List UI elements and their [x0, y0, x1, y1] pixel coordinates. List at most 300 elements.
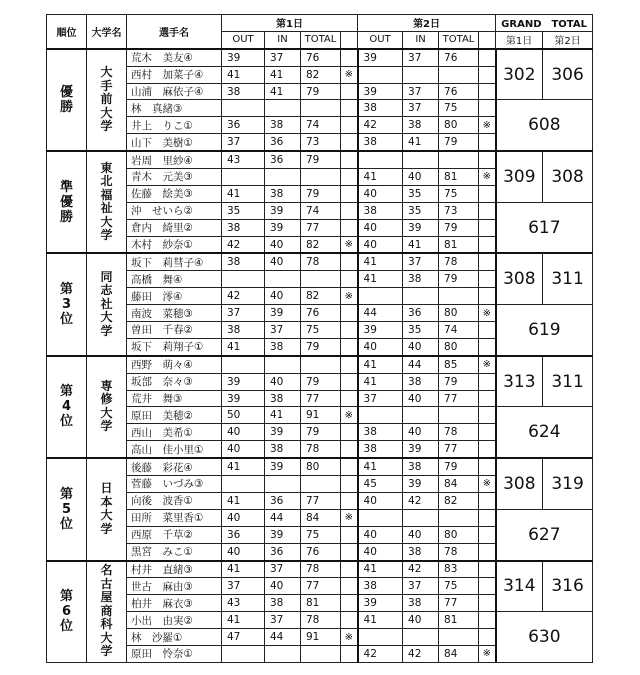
day1-in: 41 [265, 66, 301, 83]
day1-out: 41 [222, 612, 265, 629]
day2-total: 78 [439, 253, 479, 270]
day2-out: 45 [358, 476, 403, 493]
day2-drop-mark [479, 561, 496, 578]
player-name: 西原 千草② [127, 526, 222, 543]
day1-drop-mark [341, 338, 358, 355]
day1-total: 75 [301, 322, 341, 339]
team-rank [47, 561, 87, 663]
day2-drop-mark [479, 236, 496, 253]
day2-out [358, 509, 403, 526]
day2-drop-mark [479, 407, 496, 424]
day1-in: 41 [265, 407, 301, 424]
day1-in: 38 [265, 117, 301, 134]
day1-out: 39 [222, 373, 265, 390]
day2-out [358, 151, 403, 168]
day1-total: 74 [301, 202, 341, 219]
day2-header: 第2日 [358, 15, 496, 32]
day2-drop-mark [479, 219, 496, 236]
day2-total: 75 [439, 578, 479, 595]
day2-out: 41 [358, 561, 403, 578]
day2-total: 81 [439, 612, 479, 629]
team-day1-total: 302 [496, 49, 543, 100]
day2-out: 40 [358, 219, 403, 236]
day2-total: 75 [439, 185, 479, 202]
day2-out: 40 [358, 526, 403, 543]
day2-drop-mark [479, 612, 496, 629]
day1-total: 79 [301, 373, 341, 390]
university-char: 古 [100, 576, 113, 591]
grand-day2-header: 第2日 [543, 31, 593, 48]
day1-in: 39 [265, 305, 301, 322]
day1-drop-mark [341, 356, 358, 373]
player-name: 向後 波香① [127, 492, 222, 509]
day1-total: 77 [301, 492, 341, 509]
day2-drop-mark [479, 509, 496, 526]
university-char: 前 [100, 92, 113, 107]
day2-out: 37 [358, 390, 403, 407]
day1-total: 79 [301, 83, 341, 100]
team-grand-total: 627 [496, 509, 593, 560]
day1-total: 82 [301, 66, 341, 83]
day2-in: 38 [403, 595, 439, 612]
day2-out: 40 [358, 543, 403, 560]
day1-drop-mark [341, 117, 358, 134]
day2-total: 73 [439, 202, 479, 219]
player-name: 高橋 舞④ [127, 271, 222, 288]
rank-char: 位 [59, 414, 73, 430]
day2-in: 41 [403, 134, 439, 151]
day2-out: 41 [358, 612, 403, 629]
day2-in: 36 [403, 305, 439, 322]
day1-in [265, 169, 301, 186]
day2-total: 80 [439, 305, 479, 322]
player-name: 黒宮 みこ① [127, 543, 222, 560]
day1-out: 42 [222, 236, 265, 253]
day1-drop-mark: ※ [341, 66, 358, 83]
day1-in [265, 356, 301, 373]
day2-drop-mark [479, 424, 496, 441]
university-char: 修 [100, 392, 113, 407]
team-day1-total: 308 [496, 458, 543, 509]
day1-drop-mark: ※ [341, 236, 358, 253]
day2-in: 41 [403, 236, 439, 253]
day1-drop-mark [341, 492, 358, 509]
team-rank [47, 151, 87, 253]
day1-out: 37 [222, 134, 265, 151]
day2-total: 80 [439, 117, 479, 134]
day1-drop-mark [341, 645, 358, 662]
player-name: 岩周 里紗④ [127, 151, 222, 168]
day1-out [222, 100, 265, 117]
day2-total [439, 629, 479, 646]
team-rank [47, 49, 87, 151]
day1-drop-mark [341, 578, 358, 595]
day1-in: 40 [265, 253, 301, 270]
day1-out: 40 [222, 424, 265, 441]
day2-total: 78 [439, 543, 479, 560]
day1-out [222, 645, 265, 662]
table-row [47, 561, 593, 578]
university-char: 学 [100, 419, 113, 434]
day2-drop-mark [479, 543, 496, 560]
day2-out: 38 [358, 424, 403, 441]
team-day2-total: 306 [543, 49, 593, 100]
day1-total: 76 [301, 543, 341, 560]
table-row [47, 407, 593, 424]
day1-drop-mark [341, 543, 358, 560]
day1-total: 75 [301, 526, 341, 543]
day1-total: 80 [301, 458, 341, 475]
day2-out: 39 [358, 49, 403, 66]
player-name: 林 真緒③ [127, 100, 222, 117]
day2-out: 39 [358, 595, 403, 612]
day1-total: 82 [301, 236, 341, 253]
day1-out: 40 [222, 509, 265, 526]
day1-total: 78 [301, 612, 341, 629]
day2-out: 41 [358, 253, 403, 270]
day1-out: 38 [222, 83, 265, 100]
day1-total: 78 [301, 441, 341, 458]
day2-drop-mark [479, 49, 496, 66]
day1-total: 76 [301, 49, 341, 66]
table-header [47, 15, 593, 49]
day2-in: 40 [403, 526, 439, 543]
table-row [47, 356, 593, 373]
day2-out: 42 [358, 117, 403, 134]
university-char: 屋 [100, 590, 113, 605]
day1-out: 36 [222, 117, 265, 134]
day2-out: 41 [358, 458, 403, 475]
day2-total: 79 [439, 458, 479, 475]
player-name: 荒井 舞③ [127, 390, 222, 407]
day1-drop-mark [341, 151, 358, 168]
day1-in: 39 [265, 202, 301, 219]
day2-total: 74 [439, 322, 479, 339]
day1-drop-mark: ※ [341, 407, 358, 424]
university-char: 学 [100, 323, 113, 338]
day1-out: 41 [222, 185, 265, 202]
rank-char: 位 [59, 516, 73, 532]
day2-drop-mark [479, 629, 496, 646]
university-char: 学 [100, 119, 113, 134]
day2-drop-mark [479, 288, 496, 305]
day2-drop-mark [479, 271, 496, 288]
day2-total: 79 [439, 134, 479, 151]
day1-in: 36 [265, 543, 301, 560]
day1-out: 50 [222, 407, 265, 424]
day2-drop-mark [479, 100, 496, 117]
university-char: 学 [100, 521, 113, 536]
day2-in [403, 509, 439, 526]
day2-out: 41 [358, 373, 403, 390]
day1-total: 78 [301, 561, 341, 578]
day2-in: 38 [403, 271, 439, 288]
day2-total: 84 [439, 645, 479, 662]
rank-char: 6 [61, 604, 72, 620]
university-char: 大 [100, 310, 113, 325]
day2-in: 35 [403, 202, 439, 219]
day2-mark-header [479, 31, 496, 48]
day2-total: 77 [439, 441, 479, 458]
day2-in [403, 288, 439, 305]
day2-drop-mark: ※ [479, 356, 496, 373]
player-name: 曽田 千春② [127, 322, 222, 339]
day2-out: 40 [358, 492, 403, 509]
day1-in: 38 [265, 441, 301, 458]
day1-out: 40 [222, 441, 265, 458]
day1-total: 76 [301, 305, 341, 322]
rank-char: 勝 [59, 99, 73, 115]
day2-in: 42 [403, 645, 439, 662]
day2-total [439, 288, 479, 305]
player-name: 小出 由実② [127, 612, 222, 629]
player-name: 高山 佳小里① [127, 441, 222, 458]
day2-drop-mark [479, 492, 496, 509]
day2-in: 37 [403, 49, 439, 66]
day1-total: 91 [301, 629, 341, 646]
day2-drop-mark [479, 458, 496, 475]
day1-in: 39 [265, 424, 301, 441]
day2-drop-mark [479, 66, 496, 83]
university-char: 志 [100, 283, 113, 298]
university-char: 日 [100, 481, 113, 496]
day1-in: 37 [265, 49, 301, 66]
day2-in: 40 [403, 612, 439, 629]
day1-in: 38 [265, 338, 301, 355]
day1-out: 43 [222, 595, 265, 612]
day2-in: 38 [403, 373, 439, 390]
day2-drop-mark [479, 373, 496, 390]
day2-in: 37 [403, 253, 439, 270]
team-day1-total: 308 [496, 253, 543, 304]
team-university [87, 49, 127, 151]
team-rank [47, 253, 87, 355]
day1-drop-mark [341, 424, 358, 441]
day1-in: 38 [265, 390, 301, 407]
day2-total: 77 [439, 595, 479, 612]
team-day2-total: 308 [543, 151, 593, 202]
rank-char: 第 [59, 282, 73, 298]
day2-out: 40 [358, 338, 403, 355]
day2-in: 35 [403, 185, 439, 202]
player-name: 後藤 彩花④ [127, 458, 222, 475]
rank-char: 勝 [59, 209, 73, 225]
player-header: 選手名 [127, 15, 222, 49]
day2-drop-mark [479, 134, 496, 151]
university-char: 大 [100, 630, 113, 645]
day2-in: 40 [403, 424, 439, 441]
university-char: 本 [100, 494, 113, 509]
team-day1-total: 309 [496, 151, 543, 202]
day1-out: 37 [222, 305, 265, 322]
day1-in [265, 645, 301, 662]
day2-in: 44 [403, 356, 439, 373]
day1-total: 77 [301, 578, 341, 595]
day2-total [439, 66, 479, 83]
day2-drop-mark [479, 322, 496, 339]
day2-drop-mark: ※ [479, 645, 496, 662]
table-row [47, 458, 593, 475]
team-university [87, 458, 127, 560]
day2-drop-mark [479, 253, 496, 270]
day1-out: 41 [222, 338, 265, 355]
day2-drop-mark [479, 526, 496, 543]
day1-out: 39 [222, 390, 265, 407]
table-row [47, 509, 593, 526]
day2-out: 41 [358, 169, 403, 186]
day2-out: 38 [358, 202, 403, 219]
player-name: 山下 美樹① [127, 134, 222, 151]
day2-out [358, 629, 403, 646]
day1-drop-mark [341, 322, 358, 339]
day2-in: 39 [403, 219, 439, 236]
day2-drop-mark: ※ [479, 117, 496, 134]
university-char: 社 [100, 296, 113, 311]
day1-in: 38 [265, 185, 301, 202]
day1-in [265, 100, 301, 117]
day2-out: 40 [358, 185, 403, 202]
day1-in: 38 [265, 595, 301, 612]
team-day2-total: 311 [543, 253, 593, 304]
day2-out [358, 288, 403, 305]
day1-drop-mark [341, 271, 358, 288]
team-day2-total: 311 [543, 356, 593, 407]
day1-out: 41 [222, 492, 265, 509]
day1-out: 41 [222, 561, 265, 578]
table-row [47, 253, 593, 270]
day1-out: 35 [222, 202, 265, 219]
university-char: 名 [100, 563, 113, 578]
day1-out: 36 [222, 526, 265, 543]
day1-total: 77 [301, 390, 341, 407]
day1-header: 第1日 [222, 15, 358, 32]
day1-drop-mark [341, 476, 358, 493]
day1-in [265, 271, 301, 288]
day2-total: 79 [439, 271, 479, 288]
player-name: 西野 萌々④ [127, 356, 222, 373]
day2-total: 83 [439, 561, 479, 578]
player-name: 村井 直緒③ [127, 561, 222, 578]
day1-out: 47 [222, 629, 265, 646]
table-row [47, 612, 593, 629]
day2-out: 38 [358, 441, 403, 458]
day2-out: 42 [358, 645, 403, 662]
rank-char: 優 [59, 194, 73, 210]
day2-in: 40 [403, 338, 439, 355]
rank-char: 第 [59, 384, 73, 400]
table-row [47, 202, 593, 219]
day2-drop-mark [479, 338, 496, 355]
university-char: 商 [100, 603, 113, 618]
rank-char: 準 [59, 179, 73, 195]
day2-out: 44 [358, 305, 403, 322]
player-name: 佐藤 絵美③ [127, 185, 222, 202]
day1-out: 41 [222, 66, 265, 83]
day1-out: 38 [222, 322, 265, 339]
day2-in: 38 [403, 117, 439, 134]
day1-out: 37 [222, 578, 265, 595]
table-row [47, 49, 593, 66]
day1-out: 38 [222, 253, 265, 270]
day1-drop-mark [341, 305, 358, 322]
day2-out: 38 [358, 578, 403, 595]
university-char: 大 [100, 65, 113, 80]
day1-out: 41 [222, 458, 265, 475]
day2-total: 79 [439, 373, 479, 390]
day2-drop-mark [479, 578, 496, 595]
table-row [47, 305, 593, 322]
day1-drop-mark: ※ [341, 509, 358, 526]
day1-drop-mark [341, 441, 358, 458]
day1-in: 40 [265, 236, 301, 253]
university-char: 北 [100, 174, 113, 189]
player-name: 坂下 莉彗子④ [127, 253, 222, 270]
day2-drop-mark [479, 185, 496, 202]
day2-in: 38 [403, 458, 439, 475]
day2-in: 38 [403, 543, 439, 560]
day1-in: 44 [265, 509, 301, 526]
player-name: 林 沙羅① [127, 629, 222, 646]
day2-in: 37 [403, 578, 439, 595]
player-name: 世古 麻由③ [127, 578, 222, 595]
day2-total [439, 509, 479, 526]
day1-total: 81 [301, 595, 341, 612]
day2-total: 79 [439, 219, 479, 236]
university-char: 科 [100, 617, 113, 632]
day1-out: 39 [222, 49, 265, 66]
rank-char: 3 [61, 297, 72, 313]
day2-in: 37 [403, 83, 439, 100]
day2-in [403, 151, 439, 168]
day2-drop-mark: ※ [479, 305, 496, 322]
university-char: 同 [100, 269, 113, 284]
day1-drop-mark [341, 373, 358, 390]
player-name: 井上 りこ① [127, 117, 222, 134]
day1-in: 37 [265, 612, 301, 629]
day1-drop-mark [341, 83, 358, 100]
day1-in: 40 [265, 373, 301, 390]
table-row [47, 151, 593, 168]
team-grand-total: 624 [496, 407, 593, 458]
day1-out-header: OUT [222, 31, 265, 48]
day1-total: 84 [301, 509, 341, 526]
player-name: 西山 美希① [127, 424, 222, 441]
player-name: 倉内 綺里② [127, 219, 222, 236]
day1-total [301, 645, 341, 662]
player-name: 田所 菜里香① [127, 509, 222, 526]
rank-char: 位 [59, 312, 73, 328]
day1-drop-mark: ※ [341, 629, 358, 646]
university-char: 学 [100, 644, 113, 659]
day2-total: 76 [439, 49, 479, 66]
team-grand-total: 619 [496, 305, 593, 356]
day2-out [358, 66, 403, 83]
day1-drop-mark [341, 134, 358, 151]
day2-in: 37 [403, 100, 439, 117]
day1-drop-mark [341, 100, 358, 117]
table-body [47, 49, 593, 663]
day2-out: 39 [358, 83, 403, 100]
team-day1-total: 314 [496, 561, 543, 612]
university-char: 福 [100, 187, 113, 202]
day2-total: 75 [439, 100, 479, 117]
day1-drop-mark [341, 169, 358, 186]
day1-drop-mark: ※ [341, 288, 358, 305]
day1-drop-mark [341, 526, 358, 543]
day1-in: 37 [265, 561, 301, 578]
day1-out: 38 [222, 219, 265, 236]
day1-drop-mark [341, 253, 358, 270]
